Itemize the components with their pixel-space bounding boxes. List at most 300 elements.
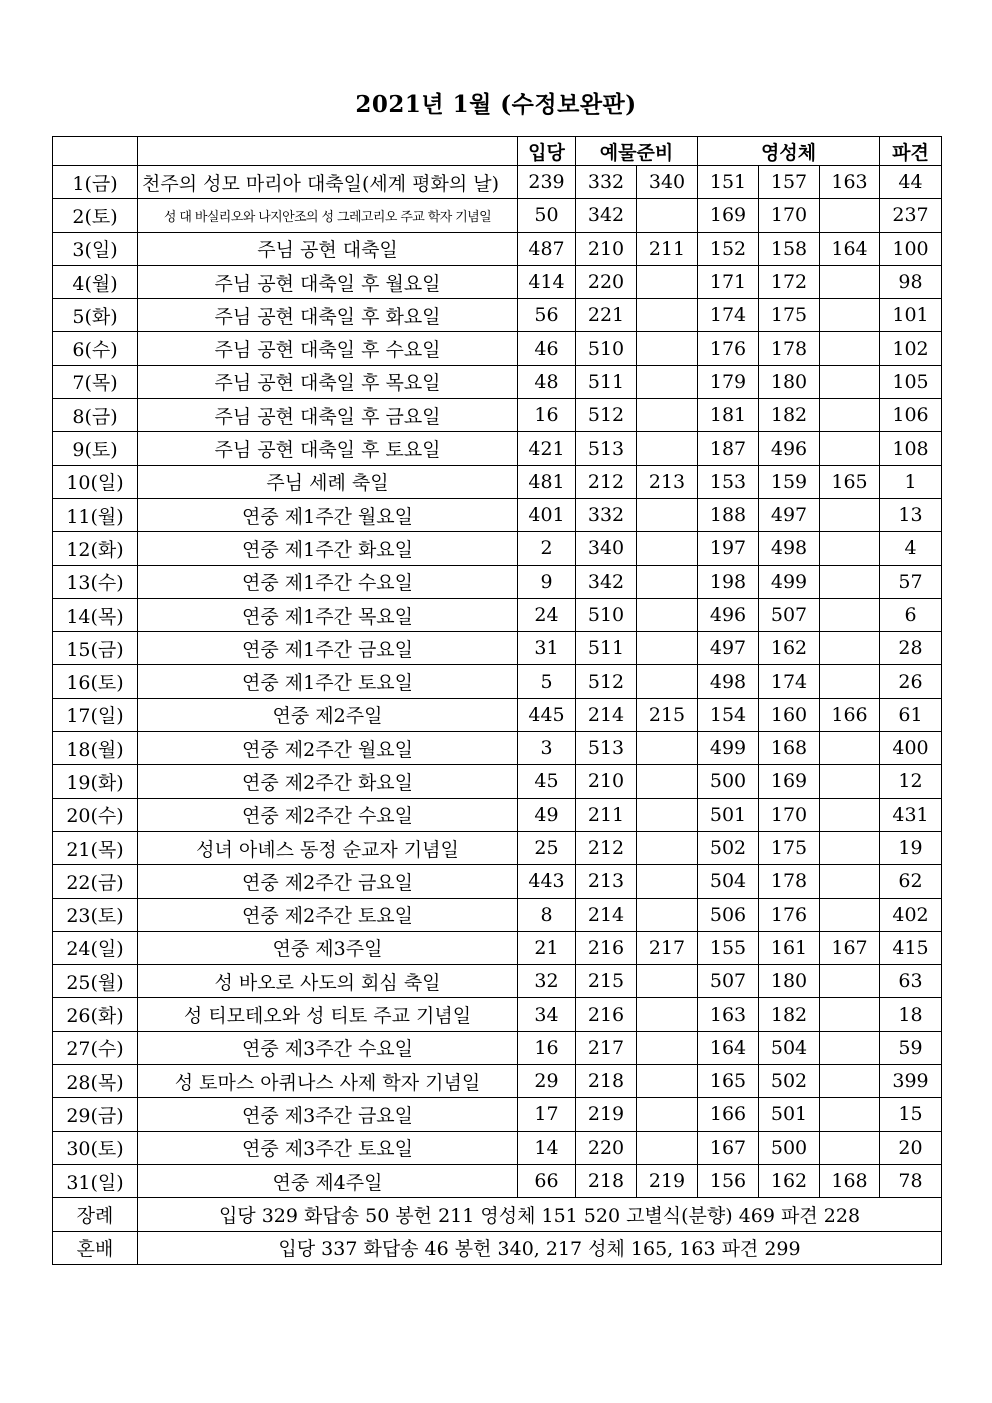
offertory1-hymn-cell: 218	[576, 1065, 637, 1098]
offertory1-hymn-cell: 218	[576, 1164, 637, 1197]
feast-cell: 천주의 성모 마리아 대축일(세계 평화의 날)	[138, 166, 518, 199]
dismissal-hymn-cell: 28	[880, 632, 942, 665]
entrance-hymn-cell: 24	[518, 598, 576, 631]
communion1-hymn-cell: 504	[698, 865, 759, 898]
communion1-hymn-cell: 198	[698, 565, 759, 598]
communion1-hymn-cell: 498	[698, 665, 759, 698]
offertory2-hymn-cell	[637, 199, 698, 232]
offertory2-hymn-cell: 340	[637, 166, 698, 199]
date-cell: 31(일)	[53, 1164, 138, 1197]
dismissal-hymn-cell: 57	[880, 565, 942, 598]
communion1-hymn-cell: 502	[698, 831, 759, 864]
feast-cell: 연중 제1주간 토요일	[138, 665, 518, 698]
table-row	[53, 1164, 942, 1197]
date-cell: 21(목)	[53, 831, 138, 864]
offertory1-hymn-cell: 332	[576, 166, 637, 199]
table-row	[53, 265, 942, 298]
date-cell: 2(토)	[53, 199, 138, 232]
communion2-hymn-cell: 170	[759, 798, 820, 831]
communion1-hymn-cell: 169	[698, 199, 759, 232]
feast-cell: 주님 공현 대축일	[138, 232, 518, 265]
offertory2-hymn-cell	[637, 498, 698, 531]
communion1-hymn-cell: 153	[698, 465, 759, 498]
communion1-hymn-cell: 154	[698, 698, 759, 731]
communion3-hymn-cell	[820, 199, 880, 232]
table-row	[53, 732, 942, 765]
dismissal-hymn-cell: 400	[880, 732, 942, 765]
footer-hymn-list: 입당 337 화답송 46 봉헌 340, 217 성체 165, 163 파견 299	[138, 1231, 942, 1264]
feast-cell: 주님 세례 축일	[138, 465, 518, 498]
hymn-schedule-table	[52, 136, 942, 1265]
feast-cell: 주님 공현 대축일 후 수요일	[138, 332, 518, 365]
communion1-hymn-cell: 156	[698, 1164, 759, 1197]
offertory1-hymn-cell: 342	[576, 565, 637, 598]
date-cell: 20(수)	[53, 798, 138, 831]
table-row	[53, 399, 942, 432]
communion3-hymn-cell	[820, 1131, 880, 1164]
dismissal-hymn-cell: 237	[880, 199, 942, 232]
communion1-hymn-cell: 152	[698, 232, 759, 265]
communion2-hymn-cell: 178	[759, 865, 820, 898]
table-row	[53, 798, 942, 831]
table-row	[53, 831, 942, 864]
date-cell: 3(일)	[53, 232, 138, 265]
dismissal-hymn-cell: 105	[880, 365, 942, 398]
header-date	[53, 137, 138, 166]
communion1-hymn-cell: 197	[698, 532, 759, 565]
offertory2-hymn-cell	[637, 598, 698, 631]
table-row	[53, 365, 942, 398]
offertory1-hymn-cell: 221	[576, 299, 637, 332]
offertory1-hymn-cell: 512	[576, 399, 637, 432]
communion1-hymn-cell: 506	[698, 898, 759, 931]
date-cell: 11(월)	[53, 498, 138, 531]
communion1-hymn-cell: 176	[698, 332, 759, 365]
date-cell: 5(화)	[53, 299, 138, 332]
communion3-hymn-cell	[820, 565, 880, 598]
feast-cell: 성녀 아녜스 동정 순교자 기념일	[138, 831, 518, 864]
footer-label: 장례	[53, 1198, 138, 1231]
dismissal-hymn-cell: 59	[880, 1031, 942, 1064]
communion1-hymn-cell: 496	[698, 598, 759, 631]
offertory2-hymn-cell	[637, 332, 698, 365]
offertory2-hymn-cell	[637, 432, 698, 465]
date-cell: 23(토)	[53, 898, 138, 931]
date-cell: 22(금)	[53, 865, 138, 898]
communion3-hymn-cell	[820, 299, 880, 332]
feast-cell: 연중 제1주간 금요일	[138, 632, 518, 665]
table-row	[53, 232, 942, 265]
dismissal-hymn-cell: 100	[880, 232, 942, 265]
header-communion: 영성체	[698, 137, 880, 166]
dismissal-hymn-cell: 6	[880, 598, 942, 631]
communion3-hymn-cell	[820, 365, 880, 398]
communion3-hymn-cell	[820, 532, 880, 565]
date-cell: 24(일)	[53, 931, 138, 964]
entrance-hymn-cell: 16	[518, 1031, 576, 1064]
header-entrance: 입당	[518, 137, 576, 166]
communion2-hymn-cell: 162	[759, 1164, 820, 1197]
communion1-hymn-cell: 165	[698, 1065, 759, 1098]
date-cell: 30(토)	[53, 1131, 138, 1164]
feast-cell: 성 티모테오와 성 티토 주교 기념일	[138, 998, 518, 1031]
offertory2-hymn-cell	[637, 732, 698, 765]
communion2-hymn-cell: 168	[759, 732, 820, 765]
date-cell: 10(일)	[53, 465, 138, 498]
table-row	[53, 665, 942, 698]
date-cell: 9(토)	[53, 432, 138, 465]
communion2-hymn-cell: 496	[759, 432, 820, 465]
communion3-hymn-cell	[820, 265, 880, 298]
feast-cell: 성 토마스 아퀴나스 사제 학자 기념일	[138, 1065, 518, 1098]
date-cell: 6(수)	[53, 332, 138, 365]
feast-cell: 연중 제3주간 금요일	[138, 1098, 518, 1131]
communion3-hymn-cell: 165	[820, 465, 880, 498]
communion3-hymn-cell	[820, 898, 880, 931]
offertory1-hymn-cell: 510	[576, 598, 637, 631]
offertory1-hymn-cell: 219	[576, 1098, 637, 1131]
offertory1-hymn-cell: 220	[576, 1131, 637, 1164]
communion3-hymn-cell	[820, 1031, 880, 1064]
offertory1-hymn-cell: 212	[576, 831, 637, 864]
table-row	[53, 299, 942, 332]
communion3-hymn-cell	[820, 332, 880, 365]
dismissal-hymn-cell: 1	[880, 465, 942, 498]
offertory1-hymn-cell: 216	[576, 931, 637, 964]
offertory2-hymn-cell	[637, 1098, 698, 1131]
entrance-hymn-cell: 46	[518, 332, 576, 365]
communion3-hymn-cell	[820, 732, 880, 765]
offertory2-hymn-cell	[637, 632, 698, 665]
date-cell: 16(토)	[53, 665, 138, 698]
entrance-hymn-cell: 66	[518, 1164, 576, 1197]
offertory2-hymn-cell	[637, 865, 698, 898]
table-row	[53, 598, 942, 631]
offertory2-hymn-cell	[637, 1131, 698, 1164]
communion2-hymn-cell: 180	[759, 965, 820, 998]
date-cell: 12(화)	[53, 532, 138, 565]
table-row	[53, 765, 942, 798]
feast-cell: 연중 제1주간 수요일	[138, 565, 518, 598]
feast-cell: 주님 공현 대축일 후 화요일	[138, 299, 518, 332]
dismissal-hymn-cell: 44	[880, 166, 942, 199]
offertory1-hymn-cell: 512	[576, 665, 637, 698]
dismissal-hymn-cell: 102	[880, 332, 942, 365]
date-cell: 19(화)	[53, 765, 138, 798]
communion2-hymn-cell: 502	[759, 1065, 820, 1098]
offertory1-hymn-cell: 511	[576, 365, 637, 398]
table-row	[53, 898, 942, 931]
offertory2-hymn-cell	[637, 965, 698, 998]
entrance-hymn-cell: 45	[518, 765, 576, 798]
communion3-hymn-cell: 167	[820, 931, 880, 964]
header-offertory: 예물준비	[576, 137, 698, 166]
document-title: 2021년 1월 (수정보완판)	[355, 91, 637, 118]
offertory2-hymn-cell	[637, 532, 698, 565]
feast-cell: 연중 제3주간 수요일	[138, 1031, 518, 1064]
date-cell: 29(금)	[53, 1098, 138, 1131]
communion3-hymn-cell	[820, 1098, 880, 1131]
table-row	[53, 1031, 942, 1064]
communion1-hymn-cell: 187	[698, 432, 759, 465]
offertory2-hymn-cell	[637, 898, 698, 931]
entrance-hymn-cell: 8	[518, 898, 576, 931]
communion2-hymn-cell: 170	[759, 199, 820, 232]
table-row	[53, 931, 942, 964]
offertory2-hymn-cell	[637, 798, 698, 831]
offertory1-hymn-cell: 342	[576, 199, 637, 232]
date-cell: 28(목)	[53, 1065, 138, 1098]
date-cell: 14(목)	[53, 598, 138, 631]
feast-cell: 연중 제2주간 월요일	[138, 732, 518, 765]
offertory1-hymn-cell: 214	[576, 698, 637, 731]
communion1-hymn-cell: 181	[698, 399, 759, 432]
feast-cell: 주님 공현 대축일 후 토요일	[138, 432, 518, 465]
date-cell: 27(수)	[53, 1031, 138, 1064]
communion2-hymn-cell: 500	[759, 1131, 820, 1164]
date-cell: 7(목)	[53, 365, 138, 398]
header-feast	[138, 137, 518, 166]
offertory2-hymn-cell	[637, 299, 698, 332]
communion2-hymn-cell: 175	[759, 831, 820, 864]
table-row	[53, 698, 942, 731]
dismissal-hymn-cell: 106	[880, 399, 942, 432]
communion1-hymn-cell: 497	[698, 632, 759, 665]
offertory2-hymn-cell	[637, 399, 698, 432]
communion2-hymn-cell: 180	[759, 365, 820, 398]
offertory1-hymn-cell: 340	[576, 532, 637, 565]
dismissal-hymn-cell: 78	[880, 1164, 942, 1197]
entrance-hymn-cell: 14	[518, 1131, 576, 1164]
offertory2-hymn-cell: 211	[637, 232, 698, 265]
communion1-hymn-cell: 171	[698, 265, 759, 298]
communion1-hymn-cell: 500	[698, 765, 759, 798]
communion2-hymn-cell: 497	[759, 498, 820, 531]
communion2-hymn-cell: 157	[759, 166, 820, 199]
dismissal-hymn-cell: 61	[880, 698, 942, 731]
offertory2-hymn-cell	[637, 1031, 698, 1064]
date-cell: 26(화)	[53, 998, 138, 1031]
feast-cell: 주님 공현 대축일 후 금요일	[138, 399, 518, 432]
wedding-row	[53, 1231, 942, 1264]
dismissal-hymn-cell: 13	[880, 498, 942, 531]
offertory1-hymn-cell: 211	[576, 798, 637, 831]
communion3-hymn-cell	[820, 399, 880, 432]
offertory1-hymn-cell: 217	[576, 1031, 637, 1064]
communion3-hymn-cell	[820, 632, 880, 665]
entrance-hymn-cell: 48	[518, 365, 576, 398]
feast-cell: 성 대 바실리오와 나지안조의 성 그레고리오 주교 학자 기념일	[138, 199, 518, 232]
feast-cell: 연중 제2주간 화요일	[138, 765, 518, 798]
date-cell: 25(월)	[53, 965, 138, 998]
communion2-hymn-cell: 159	[759, 465, 820, 498]
entrance-hymn-cell: 50	[518, 199, 576, 232]
communion1-hymn-cell: 163	[698, 998, 759, 1031]
table-row	[53, 166, 942, 199]
entrance-hymn-cell: 21	[518, 931, 576, 964]
offertory1-hymn-cell: 511	[576, 632, 637, 665]
date-cell: 18(월)	[53, 732, 138, 765]
dismissal-hymn-cell: 98	[880, 265, 942, 298]
communion2-hymn-cell: 504	[759, 1031, 820, 1064]
footer-label: 혼배	[53, 1231, 138, 1264]
feast-cell: 연중 제2주간 수요일	[138, 798, 518, 831]
feast-cell: 연중 제2주일	[138, 698, 518, 731]
communion1-hymn-cell: 501	[698, 798, 759, 831]
feast-cell: 연중 제4주일	[138, 1164, 518, 1197]
communion2-hymn-cell: 161	[759, 931, 820, 964]
offertory1-hymn-cell: 332	[576, 498, 637, 531]
offertory2-hymn-cell	[637, 998, 698, 1031]
communion3-hymn-cell	[820, 598, 880, 631]
communion1-hymn-cell: 151	[698, 166, 759, 199]
communion2-hymn-cell: 499	[759, 565, 820, 598]
entrance-hymn-cell: 17	[518, 1098, 576, 1131]
communion3-hymn-cell	[820, 432, 880, 465]
entrance-hymn-cell: 25	[518, 831, 576, 864]
communion1-hymn-cell: 164	[698, 1031, 759, 1064]
table-row	[53, 1131, 942, 1164]
entrance-hymn-cell: 421	[518, 432, 576, 465]
offertory2-hymn-cell	[637, 765, 698, 798]
feast-cell: 연중 제3주간 토요일	[138, 1131, 518, 1164]
communion1-hymn-cell: 179	[698, 365, 759, 398]
entrance-hymn-cell: 32	[518, 965, 576, 998]
communion3-hymn-cell	[820, 798, 880, 831]
entrance-hymn-cell: 443	[518, 865, 576, 898]
date-cell: 1(금)	[53, 166, 138, 199]
communion3-hymn-cell	[820, 965, 880, 998]
table-row	[53, 965, 942, 998]
feast-cell: 연중 제1주간 목요일	[138, 598, 518, 631]
feast-cell: 주님 공현 대축일 후 목요일	[138, 365, 518, 398]
offertory1-hymn-cell: 510	[576, 332, 637, 365]
feast-cell: 연중 제2주간 토요일	[138, 898, 518, 931]
communion3-hymn-cell	[820, 765, 880, 798]
dismissal-hymn-cell: 15	[880, 1098, 942, 1131]
communion1-hymn-cell: 499	[698, 732, 759, 765]
communion1-hymn-cell: 166	[698, 1098, 759, 1131]
entrance-hymn-cell: 31	[518, 632, 576, 665]
communion3-hymn-cell: 163	[820, 166, 880, 199]
communion3-hymn-cell	[820, 998, 880, 1031]
offertory1-hymn-cell: 513	[576, 432, 637, 465]
entrance-hymn-cell: 5	[518, 665, 576, 698]
communion1-hymn-cell: 507	[698, 965, 759, 998]
entrance-hymn-cell: 239	[518, 166, 576, 199]
communion2-hymn-cell: 174	[759, 665, 820, 698]
communion3-hymn-cell	[820, 865, 880, 898]
entrance-hymn-cell: 34	[518, 998, 576, 1031]
table-row	[53, 632, 942, 665]
communion2-hymn-cell: 507	[759, 598, 820, 631]
communion3-hymn-cell	[820, 831, 880, 864]
table-row	[53, 532, 942, 565]
dismissal-hymn-cell: 18	[880, 998, 942, 1031]
communion2-hymn-cell: 498	[759, 532, 820, 565]
entrance-hymn-cell: 9	[518, 565, 576, 598]
dismissal-hymn-cell: 402	[880, 898, 942, 931]
feast-cell: 연중 제1주간 월요일	[138, 498, 518, 531]
communion3-hymn-cell: 168	[820, 1164, 880, 1197]
offertory1-hymn-cell: 212	[576, 465, 637, 498]
feast-cell: 성 바오로 사도의 회심 축일	[138, 965, 518, 998]
feast-cell: 연중 제3주일	[138, 931, 518, 964]
entrance-hymn-cell: 29	[518, 1065, 576, 1098]
communion2-hymn-cell: 158	[759, 232, 820, 265]
feast-cell: 주님 공현 대축일 후 월요일	[138, 265, 518, 298]
offertory2-hymn-cell	[637, 1065, 698, 1098]
communion2-hymn-cell: 182	[759, 399, 820, 432]
offertory1-hymn-cell: 214	[576, 898, 637, 931]
offertory2-hymn-cell: 217	[637, 931, 698, 964]
offertory2-hymn-cell: 215	[637, 698, 698, 731]
table-row	[53, 465, 942, 498]
offertory2-hymn-cell: 213	[637, 465, 698, 498]
entrance-hymn-cell: 401	[518, 498, 576, 531]
offertory2-hymn-cell: 219	[637, 1164, 698, 1197]
communion2-hymn-cell: 172	[759, 265, 820, 298]
communion2-hymn-cell: 175	[759, 299, 820, 332]
offertory1-hymn-cell: 210	[576, 765, 637, 798]
offertory1-hymn-cell: 210	[576, 232, 637, 265]
dismissal-hymn-cell: 20	[880, 1131, 942, 1164]
dismissal-hymn-cell: 415	[880, 931, 942, 964]
communion2-hymn-cell: 176	[759, 898, 820, 931]
dismissal-hymn-cell: 4	[880, 532, 942, 565]
offertory2-hymn-cell	[637, 831, 698, 864]
communion1-hymn-cell: 174	[698, 299, 759, 332]
entrance-hymn-cell: 445	[518, 698, 576, 731]
table-row	[53, 199, 942, 232]
feast-cell: 연중 제2주간 금요일	[138, 865, 518, 898]
table-row	[53, 432, 942, 465]
feast-cell: 연중 제1주간 화요일	[138, 532, 518, 565]
offertory1-hymn-cell: 216	[576, 998, 637, 1031]
entrance-hymn-cell: 481	[518, 465, 576, 498]
entrance-hymn-cell: 487	[518, 232, 576, 265]
dismissal-hymn-cell: 399	[880, 1065, 942, 1098]
dismissal-hymn-cell: 26	[880, 665, 942, 698]
offertory2-hymn-cell	[637, 665, 698, 698]
header-row	[53, 137, 942, 166]
dismissal-hymn-cell: 19	[880, 831, 942, 864]
communion1-hymn-cell: 188	[698, 498, 759, 531]
communion2-hymn-cell: 162	[759, 632, 820, 665]
entrance-hymn-cell: 56	[518, 299, 576, 332]
communion2-hymn-cell: 182	[759, 998, 820, 1031]
date-cell: 8(금)	[53, 399, 138, 432]
table-row	[53, 865, 942, 898]
entrance-hymn-cell: 49	[518, 798, 576, 831]
dismissal-hymn-cell: 63	[880, 965, 942, 998]
entrance-hymn-cell: 2	[518, 532, 576, 565]
offertory1-hymn-cell: 513	[576, 732, 637, 765]
dismissal-hymn-cell: 62	[880, 865, 942, 898]
entrance-hymn-cell: 414	[518, 265, 576, 298]
communion3-hymn-cell	[820, 665, 880, 698]
entrance-hymn-cell: 3	[518, 732, 576, 765]
table-row	[53, 332, 942, 365]
communion3-hymn-cell: 164	[820, 232, 880, 265]
offertory2-hymn-cell	[637, 365, 698, 398]
communion2-hymn-cell: 501	[759, 1098, 820, 1131]
date-cell: 17(일)	[53, 698, 138, 731]
communion2-hymn-cell: 169	[759, 765, 820, 798]
offertory1-hymn-cell: 213	[576, 865, 637, 898]
communion1-hymn-cell: 167	[698, 1131, 759, 1164]
dismissal-hymn-cell: 12	[880, 765, 942, 798]
